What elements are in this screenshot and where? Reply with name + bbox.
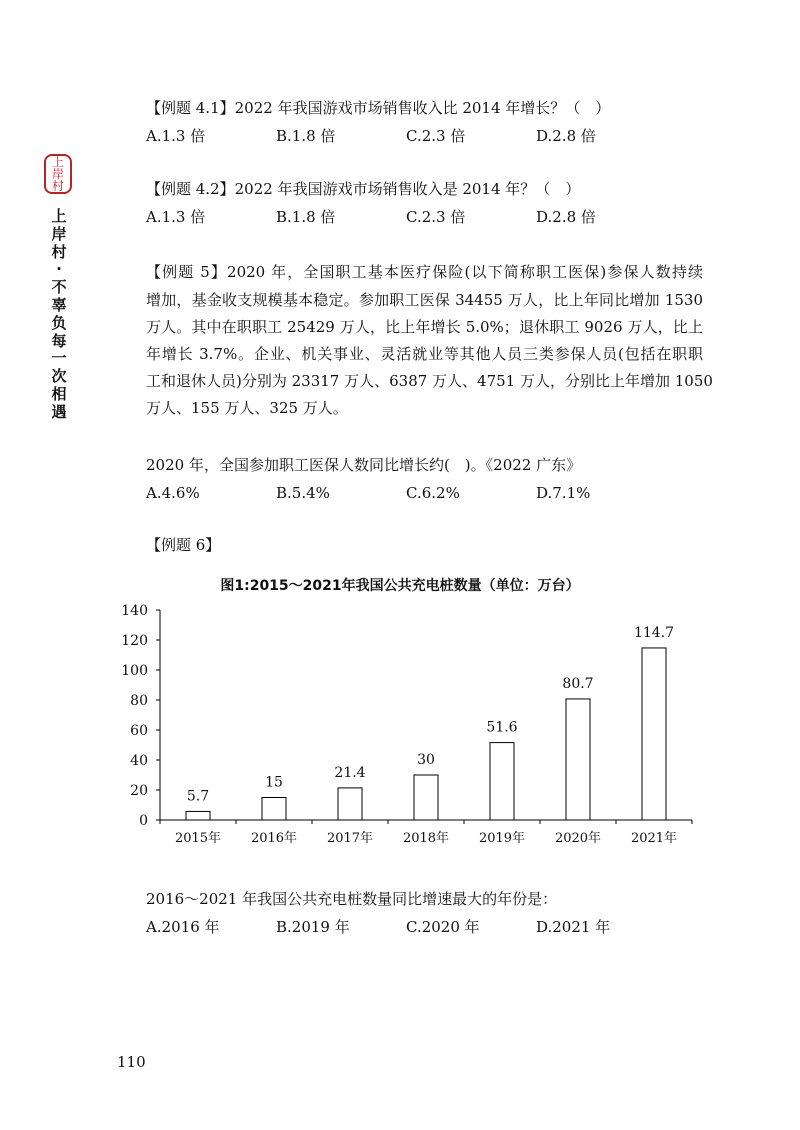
slogan-char: 次 <box>51 367 67 386</box>
bar-2020年 <box>566 699 590 820</box>
x-tick-label: 2019年 <box>478 831 526 846</box>
y-tick-label: 100 <box>121 663 148 679</box>
data-label: 5.7 <box>186 788 210 805</box>
x-tick-label: 2021年 <box>630 831 678 846</box>
bar-2016年 <box>262 798 286 821</box>
x-tick-label: 2018年 <box>402 831 450 846</box>
data-label: 21.4 <box>334 764 366 781</box>
x-axis-ticks <box>160 820 692 846</box>
q42-option-d[interactable]: D.2.8 倍 <box>536 208 596 226</box>
q5-option-d[interactable]: D.7.1% <box>536 484 591 502</box>
q41-stem: 【例题 4.1】2022 年我国游戏市场销售收入比 2014 年增长？（ ） <box>146 99 611 117</box>
q41-option-c[interactable]: C.2.3 倍 <box>406 127 466 145</box>
q6-option-d[interactable]: D.2021 年 <box>536 918 611 936</box>
slogan-char: · <box>56 260 62 279</box>
q42-stem: 【例题 4.2】2022 年我国游戏市场销售收入是 2014 年？（ ） <box>146 180 581 198</box>
y-tick-label: 40 <box>130 753 148 769</box>
y-axis-ticks <box>121 603 160 829</box>
seal-char: 岸 <box>51 167 64 181</box>
slogan-char: 负 <box>51 313 67 332</box>
y-tick-label: 140 <box>121 603 148 619</box>
bar-2021年 <box>642 648 666 820</box>
bar-series <box>186 648 666 820</box>
bar-2018年 <box>414 775 438 820</box>
q42-option-c[interactable]: C.2.3 倍 <box>406 208 466 226</box>
slogan-char: 相 <box>51 384 67 403</box>
slogan-char: 每 <box>51 331 67 350</box>
data-label: 30 <box>417 752 435 768</box>
y-tick-label: 60 <box>130 723 148 739</box>
slogan-char: 岸 <box>51 224 67 243</box>
q6-label: 【例题 6】 <box>146 536 221 554</box>
q5-line: 【例题 5】2020 年，全国职工基本医疗保险(以下简称职工医保)参保人数持续 <box>146 263 703 281</box>
x-tick-label: 2016年 <box>250 831 298 846</box>
bar-2015年 <box>186 811 210 820</box>
data-label: 51.6 <box>486 719 518 736</box>
slogan-char: 一 <box>51 349 67 368</box>
x-tick-label: 2020年 <box>554 831 602 846</box>
slogan-char: 不 <box>51 278 67 297</box>
q6-option-c[interactable]: C.2020 年 <box>406 918 480 936</box>
y-tick-label: 120 <box>121 633 148 649</box>
data-label: 15 <box>265 774 283 791</box>
q41-option-d[interactable]: D.2.8 倍 <box>536 127 596 145</box>
q5-option-c[interactable]: C.6.2% <box>406 484 460 502</box>
seal-char: 村 <box>51 179 64 193</box>
y-tick-label: 80 <box>130 693 148 709</box>
q6-option-a[interactable]: A.2016 年 <box>146 918 220 936</box>
q5-question: 2020 年，全国参加职工医保人数同比增长约( )。《2022 广东》 <box>146 456 582 474</box>
slogan-char: 遇 <box>51 402 67 421</box>
q42-option-a[interactable]: A.1.3 倍 <box>146 208 206 226</box>
y-tick-label: 0 <box>139 813 148 829</box>
page-number: 110 <box>117 1053 146 1071</box>
q5-line: 万人、155 万人、325 万人。 <box>146 399 348 417</box>
seal-char: 上 <box>51 155 64 169</box>
y-tick-label: 20 <box>130 783 148 799</box>
q5-line: 万人。其中在职职工 25429 万人，比上年增长 5.0%；退休职工 9026 万人，比上 <box>146 318 703 336</box>
slogan-char: 辜 <box>51 295 67 314</box>
q41-option-b[interactable]: B.1.8 倍 <box>276 127 336 145</box>
q5-line: 工和退休人员)分别为 23317 万人、6387 万人、4751 万人，分别比上年增加 1050 <box>146 372 713 390</box>
chart-title: 图1:2015～2021年我国公共充电桩数量（单位：万台） <box>220 578 580 594</box>
q5-line: 年增长 3.7%。企业、机关事业、灵活就业等其他人员三类参保人员(包括在职职 <box>146 345 703 363</box>
bar-2019年 <box>490 743 514 820</box>
q6-option-b[interactable]: B.2019 年 <box>276 918 350 936</box>
q41-option-a[interactable]: A.1.3 倍 <box>146 127 206 145</box>
data-label: 114.7 <box>633 624 675 641</box>
x-tick-label: 2015年 <box>174 831 222 846</box>
q5-line: 增加，基金收支规模基本稳定。参加职工医保 34455 万人，比上年同比增加 1530 <box>146 291 703 309</box>
bar-2017年 <box>338 788 362 820</box>
q5-option-b[interactable]: B.5.4% <box>276 484 330 502</box>
data-label: 80.7 <box>562 675 594 692</box>
q42-option-b[interactable]: B.1.8 倍 <box>276 208 336 226</box>
slogan-char: 村 <box>51 242 67 261</box>
x-tick-label: 2017年 <box>326 831 374 846</box>
q5-option-a[interactable]: A.4.6% <box>146 484 200 502</box>
slogan-char: 上 <box>51 207 67 225</box>
q6-question: 2016～2021 年我国公共充电桩数量同比增速最大的年份是： <box>146 890 558 908</box>
